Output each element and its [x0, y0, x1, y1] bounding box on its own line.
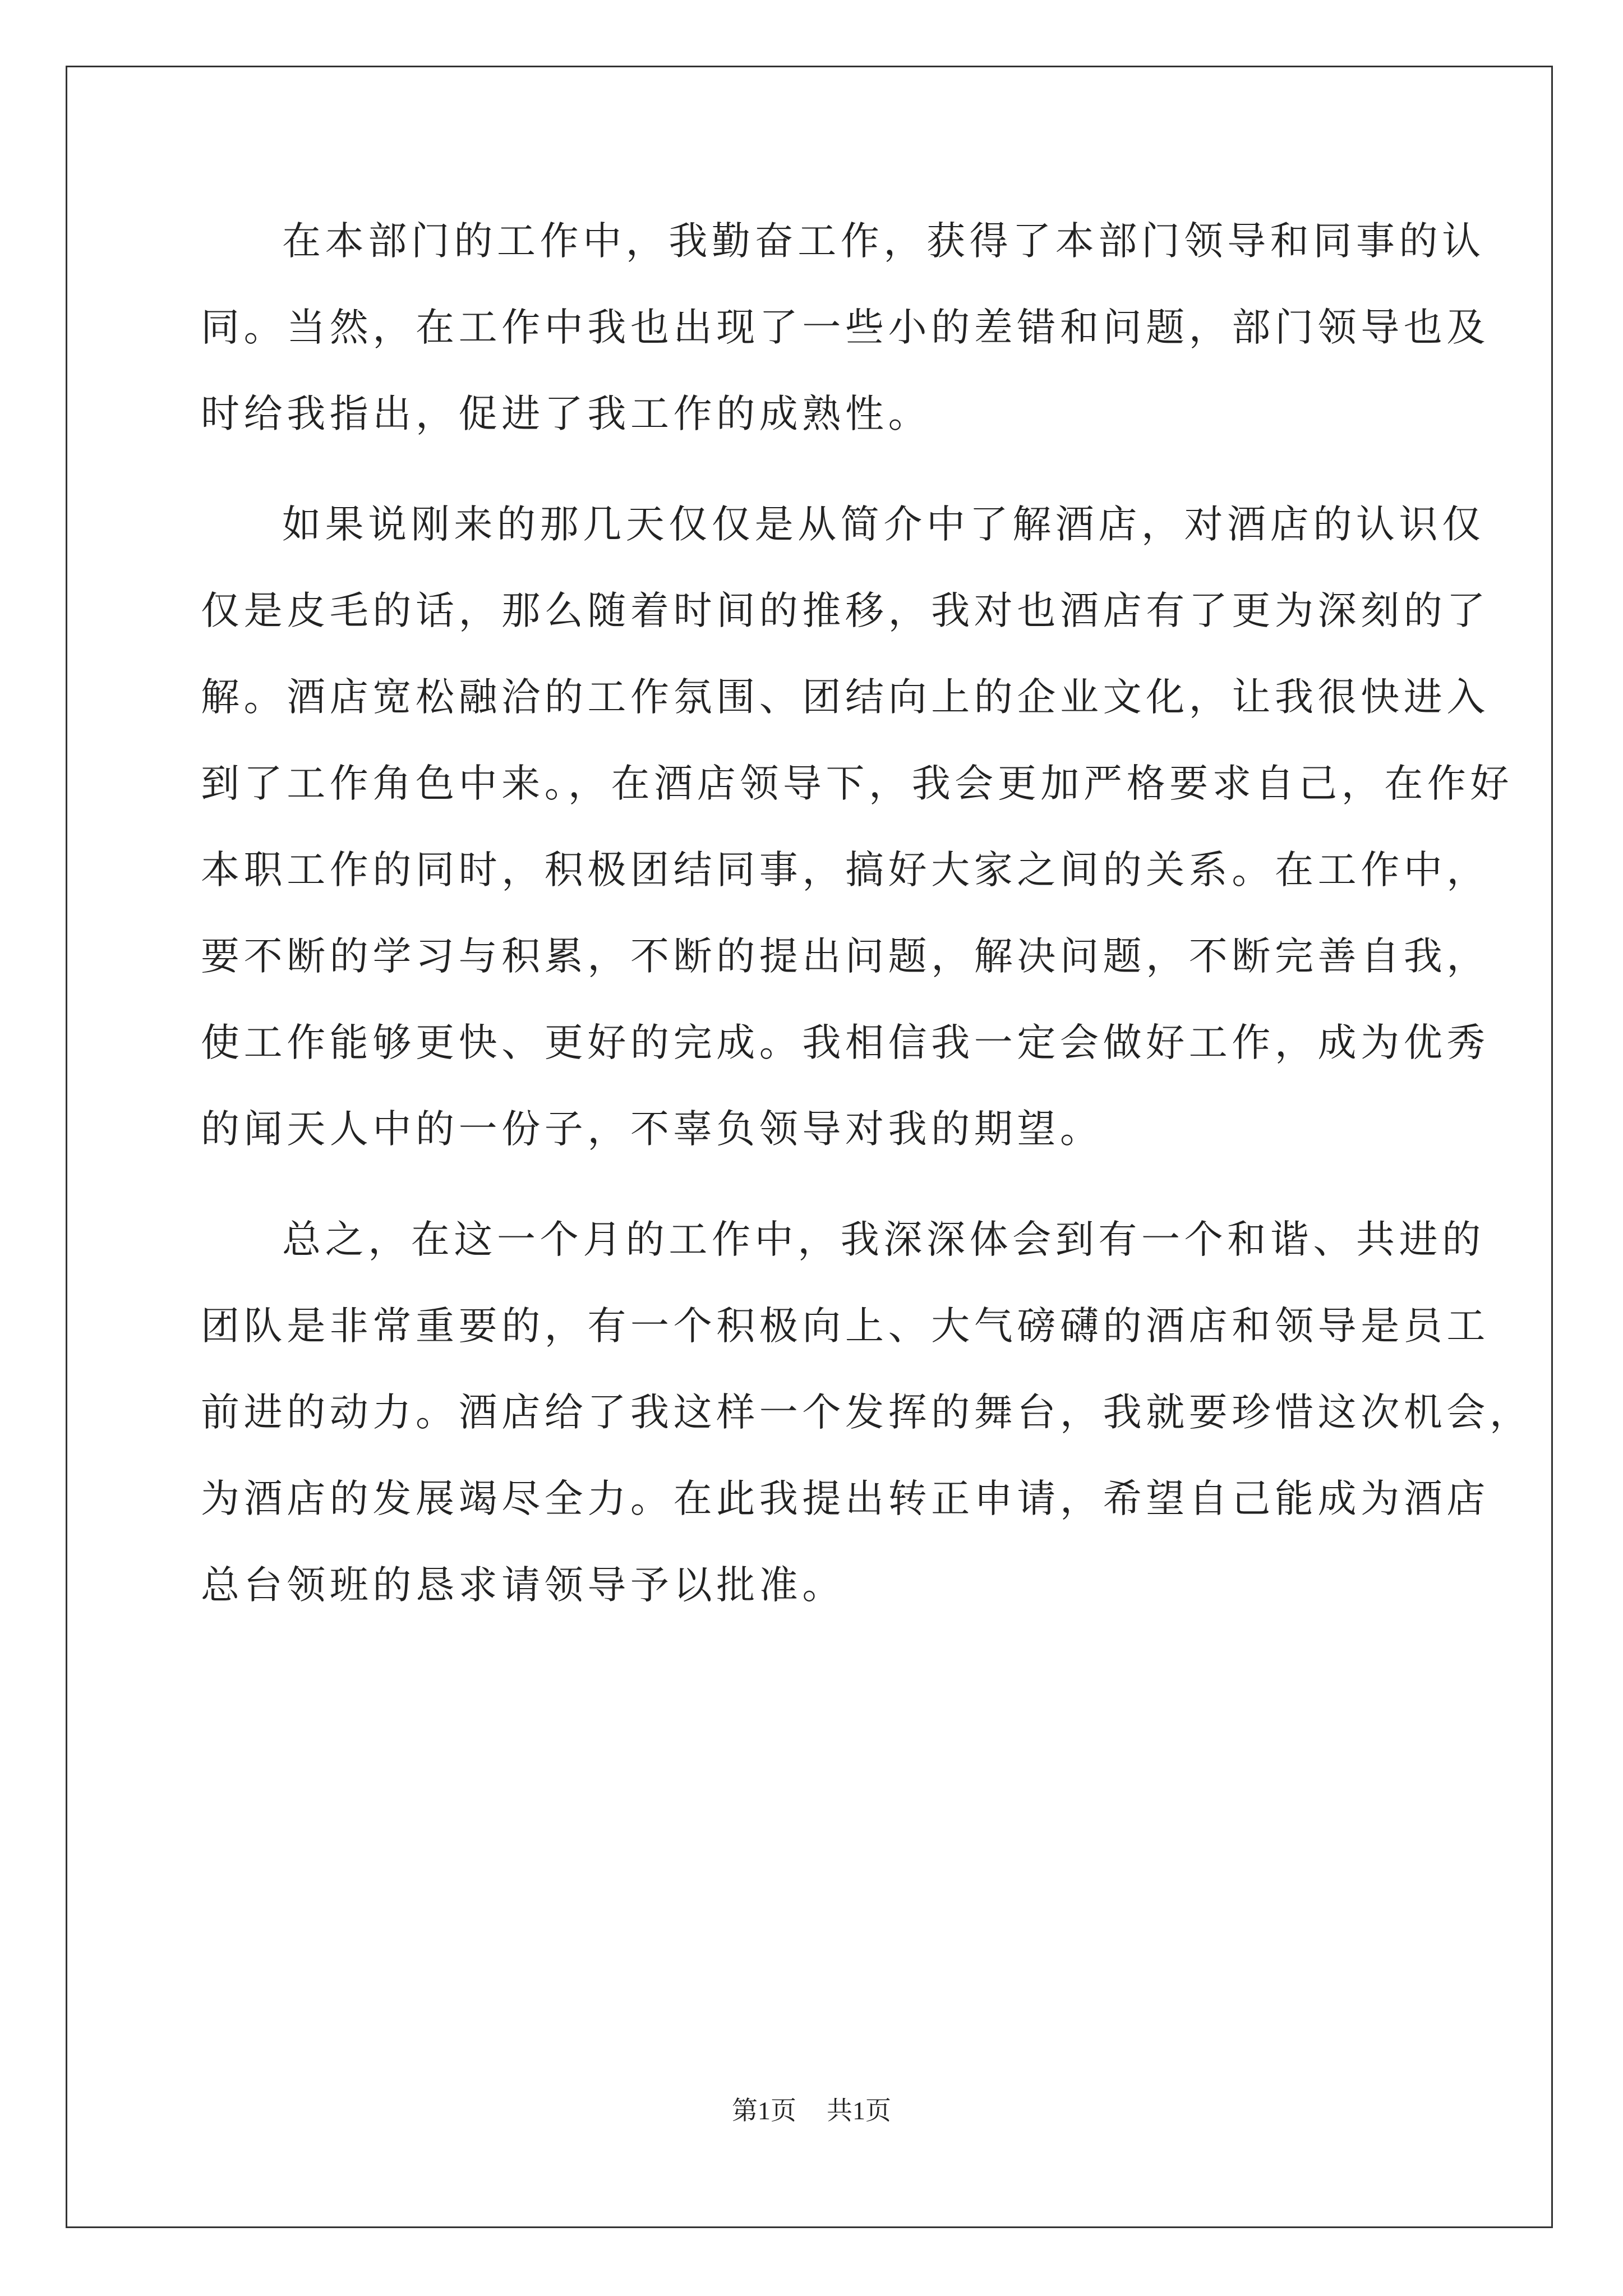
paragraph-3-line-2: 团队是非常重要的，有一个积极向上、大气磅礴的酒店和领导是员工 — [201, 1304, 1490, 1349]
paragraph-3-line-5: 总台领班的恳求请领导予以批准。 — [201, 1563, 845, 1608]
paragraph-2-line-4: 到了工作角色中来。，在酒店领导下，我会更加严格要求自己，在作好 — [201, 761, 1514, 806]
page-footer — [0, 2095, 1623, 2127]
paragraph-2-line-8: 的闻天人中的一份子，不辜负领导对我的期望。 — [201, 1107, 1103, 1152]
paragraph-2-line-1: 如果说刚来的那几天仅仅是从简介中了解酒店，对酒店的认识仅 — [282, 502, 1485, 547]
paragraph-1-line-2: 同。当然，在工作中我也出现了一些小的差错和问题，部门领导也及 — [201, 305, 1490, 350]
paragraph-3-line-1: 总之，在这一个月的工作中，我深深体会到有一个和谐、共进的 — [282, 1217, 1485, 1262]
paragraph-3-line-3: 前进的动力。酒店给了我这样一个发挥的舞台，我就要珍惜这次机会， — [201, 1390, 1533, 1435]
paragraph-2-line-7: 使工作能够更快、更好的完成。我相信我一定会做好工作，成为优秀 — [201, 1020, 1490, 1065]
paragraph-2-line-5: 本职工作的同时，积极团结同事，搞好大家之间的关系。在工作中， — [201, 848, 1490, 892]
page-total: 共1页 — [827, 2096, 891, 2125]
paragraph-1-line-1: 在本部门的工作中，我勤奋工作，获得了本部门领导和同事的认 — [282, 219, 1485, 264]
paragraph-1-line-3: 时给我指出，促进了我工作的成熟性。 — [201, 392, 932, 436]
paragraph-2-line-6: 要不断的学习与积累，不断的提出问题，解决问题，不断完善自我， — [201, 934, 1490, 979]
paragraph-3-line-4: 为酒店的发展竭尽全力。在此我提出转正申请，希望自己能成为酒店 — [201, 1476, 1490, 1521]
page-number: 第1页 — [732, 2096, 796, 2125]
paragraph-2-line-2: 仅是皮毛的话，那么随着时间的推移，我对也酒店有了更为深刻的了 — [201, 588, 1490, 633]
paragraph-2-line-3: 解。酒店宽松融洽的工作氛围、团结向上的企业文化，让我很快进入 — [201, 675, 1490, 720]
